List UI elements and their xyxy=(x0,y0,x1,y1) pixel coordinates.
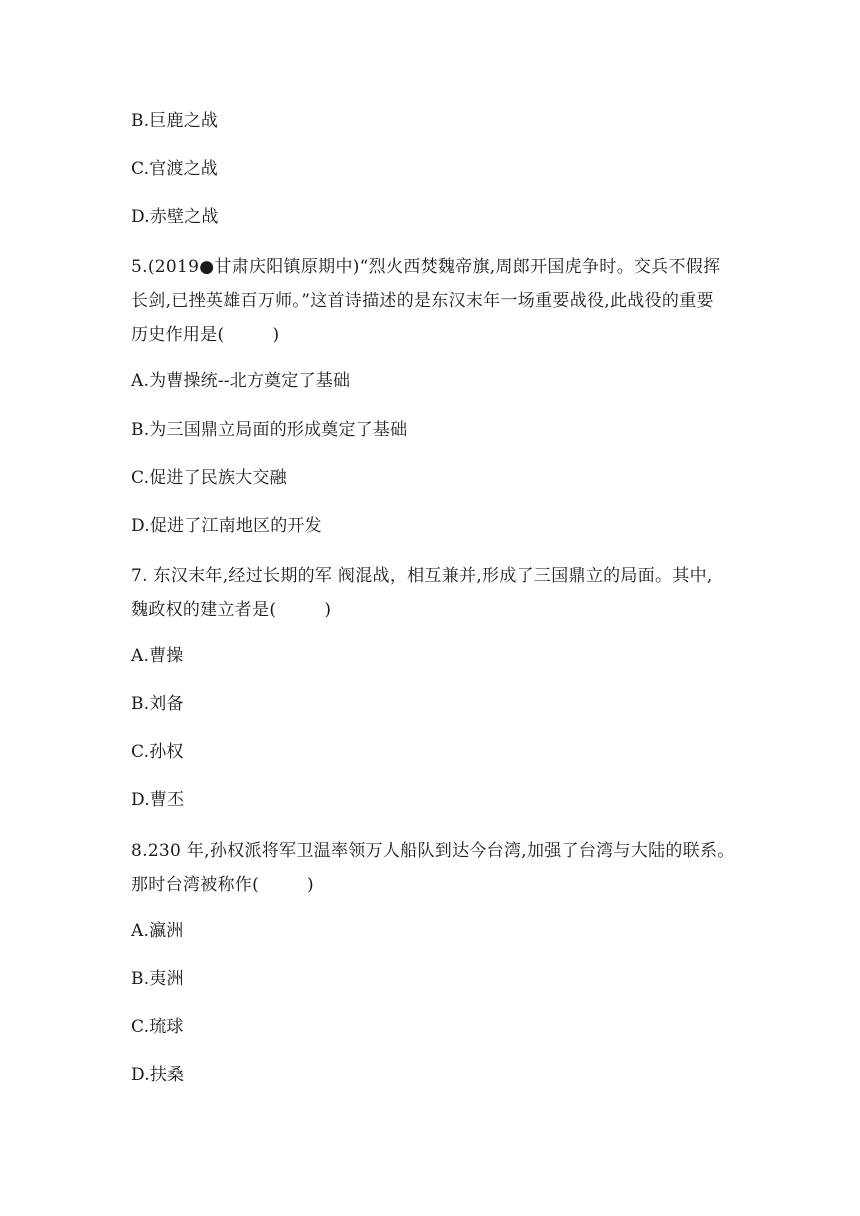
q7-option-d: D.曹丕 xyxy=(131,790,185,810)
q8-stem-text: 那时台湾被称作( xyxy=(131,875,260,895)
q5-stem-close: ) xyxy=(272,325,280,345)
q5-stem xyxy=(131,250,731,352)
q4-option-b: B.巨鹿之战 xyxy=(131,111,219,131)
q5-option-c: C.促进了民族大交融 xyxy=(131,468,287,488)
q8-option-d: D.扶桑 xyxy=(131,1065,185,1085)
q7-stem-close: ) xyxy=(324,600,332,620)
q5-stem-line-3 xyxy=(131,318,731,352)
q7-stem xyxy=(131,559,731,627)
q8-stem-line-1: 8.230 年,孙权派将军卫温率领万人船队到达今台湾,加强了台湾与大陆的联系。 xyxy=(131,841,735,861)
q8-stem-line-2 xyxy=(131,868,731,902)
q5-stem-text: 历史作用是( xyxy=(131,325,225,345)
q8-stem xyxy=(131,834,735,902)
q8-option-c: C.琉球 xyxy=(131,1017,184,1037)
q7-stem-line-1: 7. 东汉末年,经过长期的军 阀混战，相互兼并,形成了三国鼎立的局面。其中, xyxy=(131,566,713,586)
q7-stem-text: 魏政权的建立者是( xyxy=(131,600,277,620)
q5-stem-line-1: 5.(2019●甘肃庆阳镇原期中)“烈火西焚魏帝旗,周郎开国虎争时。交兵不假挥 xyxy=(131,257,721,277)
q8-option-a: A.瀛洲 xyxy=(131,921,184,941)
q7-option-b: B.刘备 xyxy=(131,694,184,714)
q7-option-a: A.曹操 xyxy=(131,646,184,666)
q4-option-c: C.官渡之战 xyxy=(131,159,219,179)
q8-stem-close: ) xyxy=(307,875,314,895)
q7-stem-line-2 xyxy=(131,593,731,627)
q5-option-b: B.为三国鼎立局面的形成奠定了基础 xyxy=(131,420,408,440)
q5-option-a: A.为曹操统--北方奠定了基础 xyxy=(131,371,351,391)
q5-stem-line-2: 长剑,已挫英雄百万师。”这首诗描述的是东汉末年一场重要战役,此战役的重要 xyxy=(131,291,714,311)
q8-option-b: B.夷洲 xyxy=(131,969,184,989)
q4-option-d: D.赤壁之战 xyxy=(131,207,219,227)
q5-option-d: D.促进了江南地区的开发 xyxy=(131,516,322,536)
q7-option-c: C.孙权 xyxy=(131,742,184,762)
